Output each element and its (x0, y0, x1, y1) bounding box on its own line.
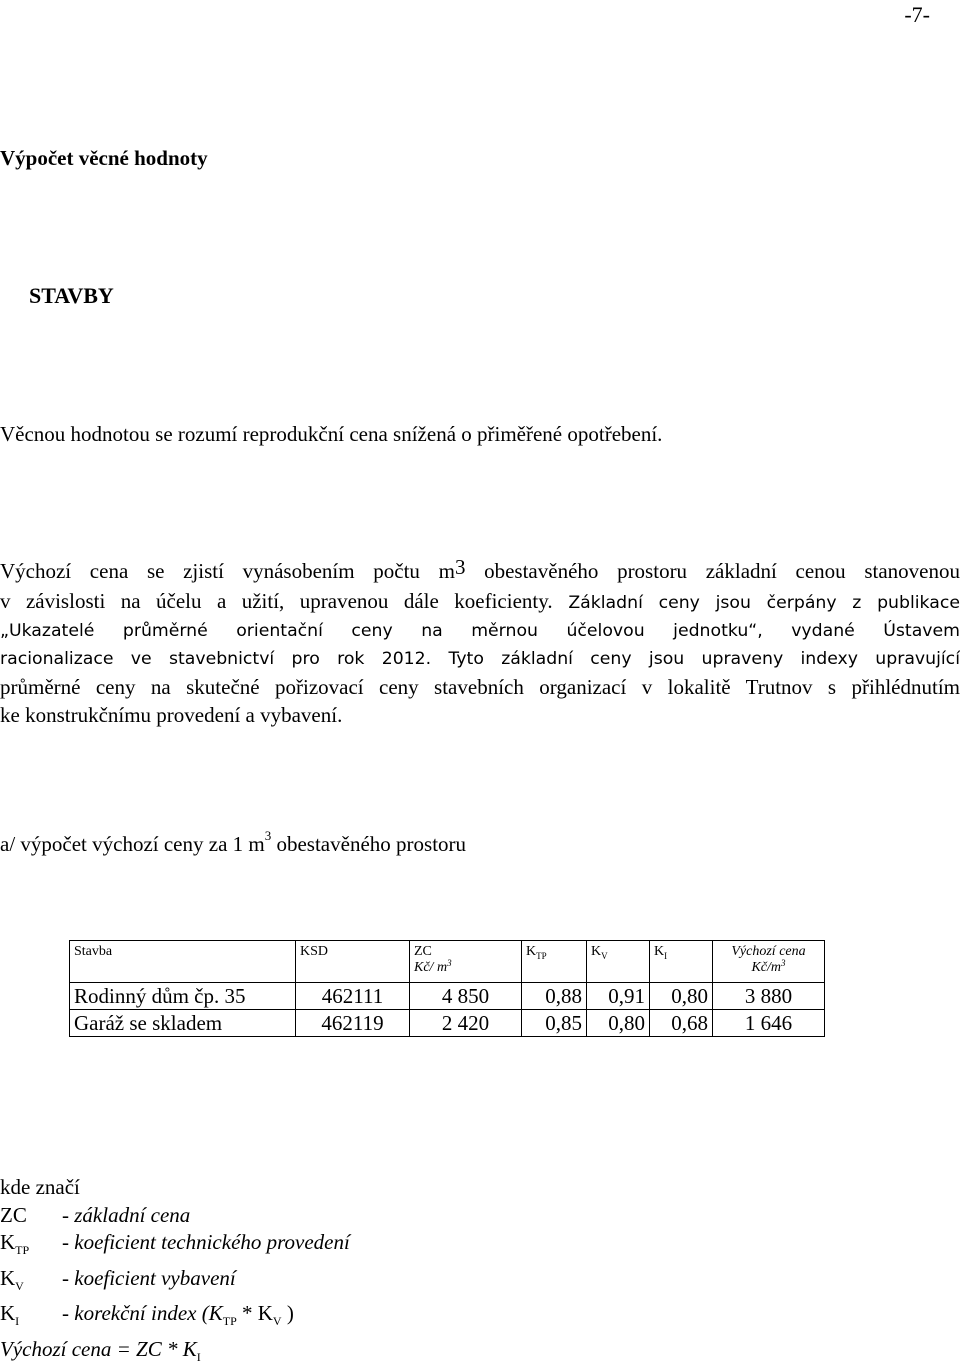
table-header-row (70, 941, 825, 983)
cell-kv: 0,80 (587, 1010, 650, 1037)
section-heading: STAVBY (29, 283, 114, 308)
paragraph-line-3: „Ukazatelé průměrné orientační ceny na měrnou účelovou jednotku“, vydané Ústavem (0, 621, 960, 641)
cell-ki: 0,68 (650, 1010, 713, 1037)
legend-item-ktp: $K_{TP}$ - koeficient technického provedení (0, 1230, 350, 1258)
cell-zc: 4 850 (410, 983, 522, 1010)
subsection-heading: a/ výpočet výchozí ceny za 1 $m^3$ obestavěného prostoru (0, 828, 467, 856)
table-row (70, 1010, 825, 1037)
header-ki: $K_I$ (650, 941, 713, 983)
header-stavba: Stavba (70, 941, 296, 983)
table-row (70, 983, 825, 1010)
calculation-table (69, 940, 825, 1037)
cell-ktp: 0,88 (522, 983, 587, 1010)
cell-vychozi-cena: 3 880 (713, 983, 825, 1010)
cell-stavba: Garáž se skladem (70, 1010, 296, 1037)
paragraph-line-4: racionalizace ve stavebnictví pro rok 2012. Tyto základní ceny jsou upraveny indexy upravující (0, 649, 960, 669)
header-vychozi-cena: Výchozí cena $Kč/m^3$ (713, 941, 825, 983)
legend-formula: Výchozí cena = ZC * $K_I$ (0, 1337, 201, 1365)
legend-item-zc: ZC - základní cena (0, 1202, 191, 1227)
page-title: Výpočet věcné hodnoty (0, 146, 208, 170)
legend-heading: kde značí (0, 1175, 80, 1199)
cell-ki: 0,80 (650, 983, 713, 1010)
header-zc: ZC Kč/ $m^3$ (410, 941, 522, 983)
cell-ksd: 462111 (296, 983, 410, 1010)
page-number: -7- (904, 2, 930, 27)
intro-text: Věcnou hodnotou se rozumí reprodukční cena snížená o přiměřené opotřebení. (0, 422, 663, 446)
header-ktp: $K_{TP}$ (522, 941, 587, 983)
header-ksd: KSD (296, 941, 410, 983)
legend (0, 1174, 350, 1372)
paragraph-line-2: v závislosti na účelu a užití, upravenou dále koeficienty. Základní ceny jsou čerpány z publikace (0, 589, 960, 613)
cell-ktp: 0,85 (522, 1010, 587, 1037)
paragraph-line-1: Výchozí cena se zjistí vynásobením počtu $m^3$ obestavěného prostoru základní cenou stanovenou (0, 555, 960, 583)
paragraph-line-5: průměrné ceny na skutečné pořizovací ceny stavebních organizací v lokalitě Trutnov s přihlédnutím (0, 675, 960, 699)
description-paragraph (0, 557, 960, 729)
cell-kv: 0,91 (587, 983, 650, 1010)
cell-zc: 2 420 (410, 1010, 522, 1037)
cell-ksd: 462119 (296, 1010, 410, 1037)
header-kv: $K_V$ (587, 941, 650, 983)
cell-stavba: Rodinný dům čp. 35 (70, 983, 296, 1010)
cell-vychozi-cena: 1 646 (713, 1010, 825, 1037)
legend-item-ki: $K_I$ - korekční index ($K_{TP} * K_V$ ) (0, 1301, 294, 1329)
paragraph-line-6: ke konstrukčnímu provedení a vybavení. (0, 703, 343, 727)
legend-item-kv: $K_V$ - koeficient vybavení (0, 1265, 236, 1293)
